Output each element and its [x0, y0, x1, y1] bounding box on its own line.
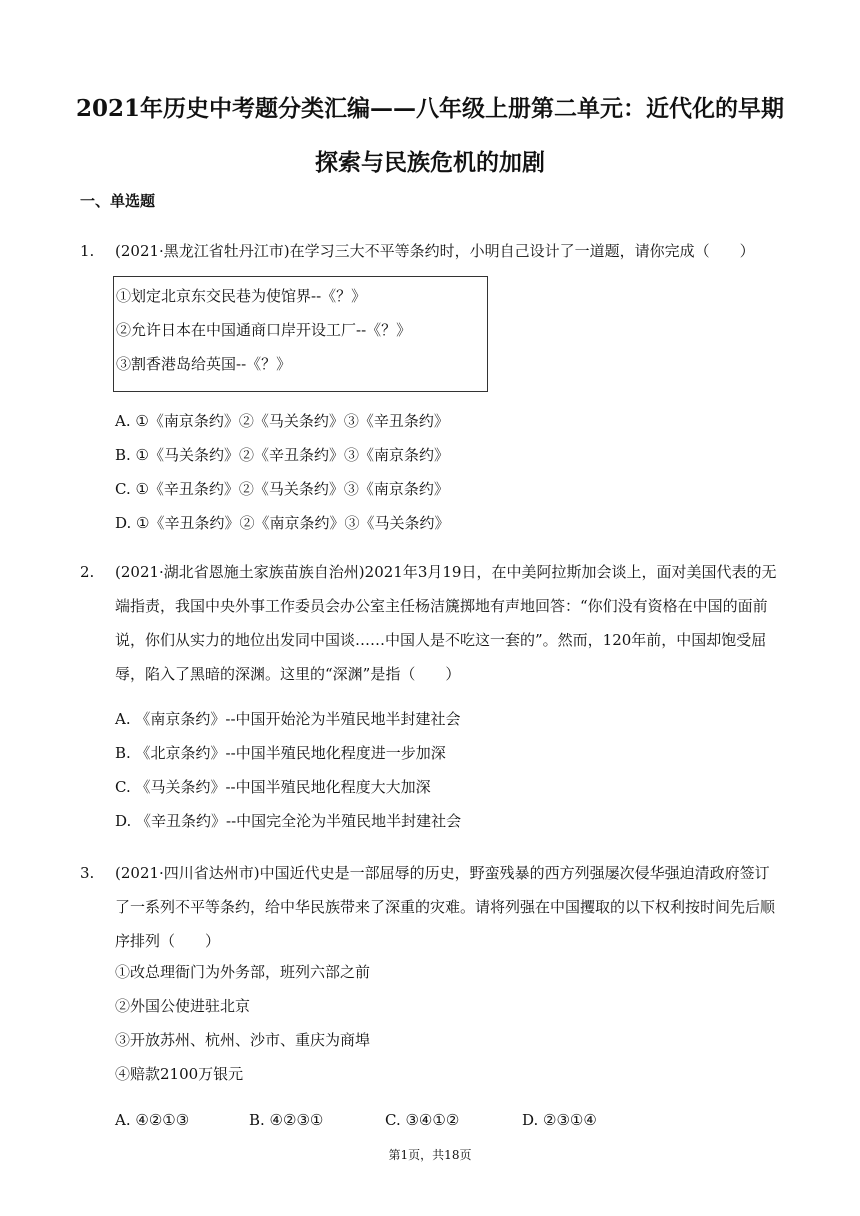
list-item: ③开放苏州、杭州、沙市、重庆为商埠 — [115, 1031, 371, 1049]
box-row: ①划定北京东交民巷为使馆界--《？》 — [116, 287, 367, 305]
list-item: ①改总理衙门为外务部，班列六部之前 — [115, 963, 371, 981]
question-number: 3. — [80, 864, 95, 882]
option-b: B. 《北京条约》--中国半殖民地化程度进一步加深 — [115, 744, 446, 762]
option-d: D. ②③①④ — [522, 1111, 597, 1129]
question-stem: (2021·四川省达州市)中国近代史是一部屈辱的历史，野蛮残暴的西方列强屡次侵华强迫清政府签订了一系列不平等条约，给中华民族带来了深重的灾难。请将列强在中国攫取的以下权利按时间先后顺序排列（ ） — [115, 864, 776, 950]
question-box — [113, 276, 488, 392]
option-a: A. ①《南京条约》②《马关条约》③《辛丑条约》 — [115, 412, 449, 430]
title-line-2: 探索与民族危机的加剧 — [315, 149, 545, 176]
list-item: ④赔款2100万银元 — [115, 1065, 244, 1083]
option-a: A. ④②①③ — [115, 1111, 190, 1129]
question-number: 2. — [80, 563, 95, 581]
option-d: D. ①《辛丑条约》②《南京条约》③《马关条约》 — [115, 514, 450, 532]
option-a: A. 《南京条约》--中国开始沦为半殖民地半封建社会 — [115, 710, 461, 728]
option-d: D. 《辛丑条约》--中国完全沦为半殖民地半封建社会 — [115, 812, 462, 830]
option-c: C. ①《辛丑条约》②《马关条约》③《南京条约》 — [115, 480, 449, 498]
option-b: B. ④②③① — [249, 1111, 324, 1129]
box-row: ③割香港岛给英国--《？》 — [116, 355, 292, 373]
option-b: B. ①《马关条约》②《辛丑条约》③《南京条约》 — [115, 446, 450, 464]
question-number: 1. — [80, 242, 95, 260]
box-row: ②允许日本在中国通商口岸开设工厂--《？》 — [116, 321, 412, 339]
title-line-1: 2021年历史中考题分类汇编——八年级上册第二单元：近代化的早期 — [75, 95, 784, 122]
option-c: C. ③④①② — [385, 1111, 460, 1129]
question-stem: (2021·湖北省恩施土家族苗族自治州)2021年3月19日，在中美阿拉斯加会谈上，面对美国代表的无端指责，我国中央外事工作委员会办公室主任杨洁篪掷地有声地回答：“你们没有资格在中国的面前说，你们从实力的地位出发同中国谈……中国人是不吃这一套的”。然而，120年前，中国却饱受屈辱，陷入了黑暗的深渊。这里的“深渊”是指（ ） — [115, 563, 777, 683]
option-c: C. 《马关条约》--中国半殖民地化程度大大加深 — [115, 778, 431, 796]
section-heading: 一、单选题 — [80, 192, 156, 210]
page-footer: 第1页，共18页 — [388, 1148, 472, 1162]
document-title — [60, 82, 800, 190]
list-item: ②外国公使进驻北京 — [115, 997, 251, 1015]
question-stem: (2021·黑龙江省牡丹江市)在学习三大不平等条约时，小明自己设计了一道题，请你完成（ ） — [115, 242, 755, 260]
